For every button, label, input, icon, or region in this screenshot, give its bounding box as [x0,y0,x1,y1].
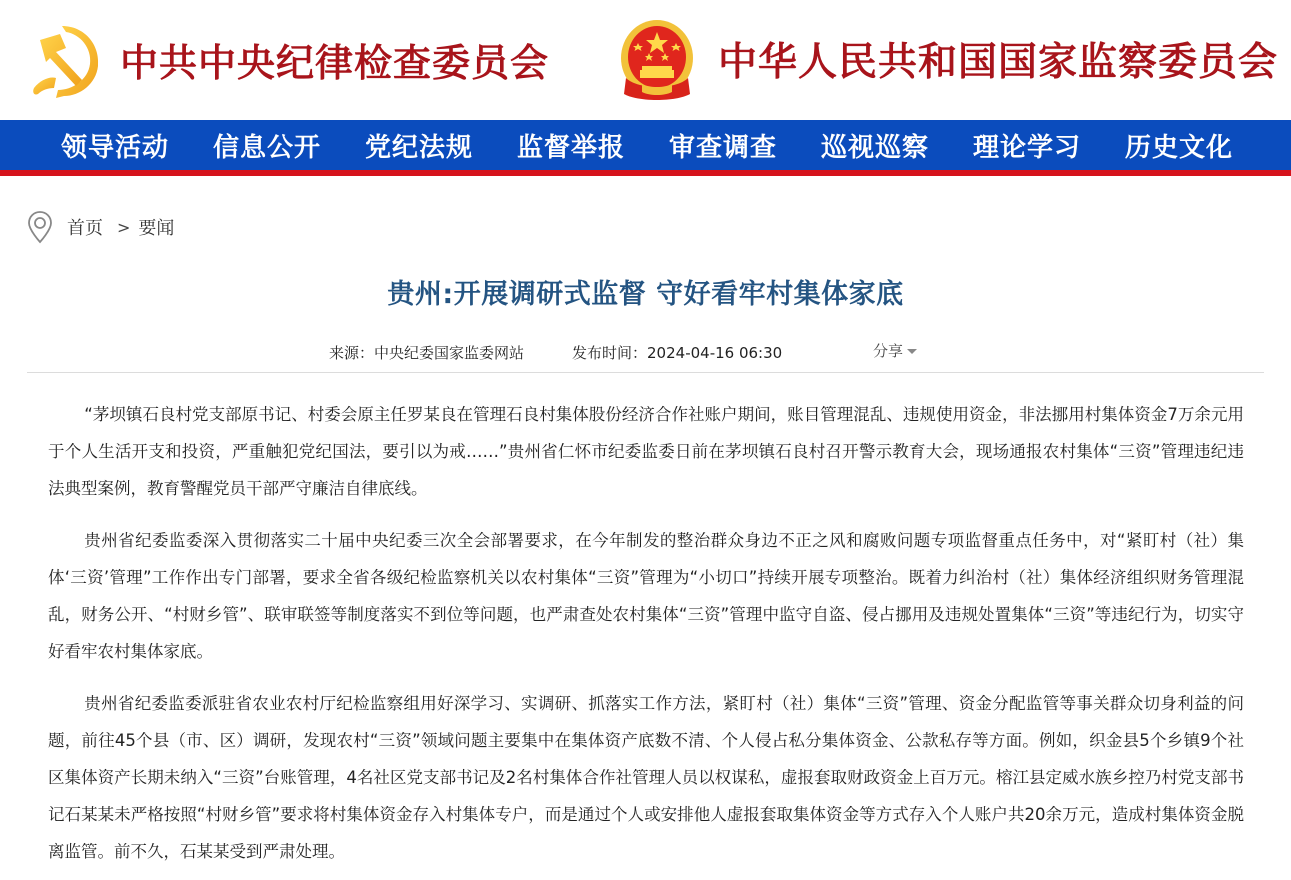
site-header [0,0,1291,120]
time-value: 2024-04-16 06:30 [647,344,783,362]
caret-down-icon [907,349,917,354]
article-body [48,396,1244,880]
breadcrumb [27,210,174,244]
party-emblem-icon [26,18,104,102]
nav-red-stripe [0,170,1291,176]
share-label: 分享 [873,342,904,360]
ccdi-name: 中共中央纪律检查委员会 [120,39,550,85]
nav-item-theory-study[interactable]: 理论学习 [973,132,1082,163]
nav-item-party-regulations[interactable]: 党纪法规 [365,132,474,163]
national-emblem-icon [618,18,696,102]
source-label: 来源： [329,344,375,362]
article-meta [0,340,1291,362]
article-source [329,342,524,363]
article-title: 贵州:开展调研式监督 守好看牢村集体家底 [387,279,904,310]
breadcrumb-separator: > [117,217,131,237]
meta-divider [27,372,1264,373]
nav-item-leadership[interactable]: 领导活动 [61,132,170,163]
article-paragraph: 贵州省纪委监委深入贯彻落实二十届中央纪委三次全会部署要求，在今年制发的整治群众身边不正之风和腐败问题专项监督重点任务中，对“紧盯村（社）集体‘三资’管理”工作作出专门部署，要求全省各级纪检监察机关以农村集体“三资”管理为“小切口”持续开展专项整治。既着力纠治村（社）集体经济组织财务管理混乱，财务公开、“村财乡管”、联审联签等制度落实不到位等问题，也严肃查处农村集体“三资”管理中监守自盗、侵占挪用及违规处置集体“三资”等违纪行为，切实守好看牢农村集体家底。 [48,531,1244,661]
article-paragraph: “茅坝镇石良村党支部原书记、村委会原主任罗某良在管理石良村集体股份经济合作社账户期间，账目管理混乱、违规使用资金，非法挪用村集体资金7万余元用于个人生活开支和投资，严重触犯党纪国法，要引以为戒……”贵州省仁怀市纪委监委日前在茅坝镇石良村召开警示教育大会，现场通报农村集体“三资”管理违纪违法典型案例，教育警醒党员干部严守廉洁自律底线。 [48,405,1244,498]
share-button[interactable] [873,340,917,361]
time-label: 发布时间： [572,344,648,362]
nav-item-inspection[interactable]: 巡视巡察 [821,132,930,163]
nav-item-supervision-report[interactable]: 监督举报 [517,132,626,163]
nav-item-history-culture[interactable]: 历史文化 [1125,132,1234,163]
nav-item-info-disclosure[interactable]: 信息公开 [213,132,322,163]
article-paragraph: 贵州省纪委监委派驻省农业农村厅纪检监察组用好深学习、实调研、抓落实工作方法，紧盯村（社）集体“三资”管理、资金分配监管等事关群众切身利益的问题，前往45个县（市、区）调研，发现农村“三资”领域问题主要集中在集体资产底数不清、个人侵占私分集体资金、公款私存等方面。例如，织金县5个乡镇9个社区集体资产长期未纳入“三资”台账管理，4名社区党支部书记及2名村集体合作社管理人员以权谋私，虚报套取财政资金上百万元。榕江县定威水族乡控乃村党支部书记石某某未严格按照“村财乡管”要求将村集体资金存入村集体专户，而是通过个人或安排他人虚报套取集体资金等方式存入个人账户共20余万元，造成村集体资金脱离监管。前不久，石某某受到严肃处理。 [48,694,1244,861]
location-pin-icon [27,210,53,244]
nsc-name: 中华人民共和国国家监察委员会 [718,39,1279,85]
source-value: 中央纪委国家监委网站 [374,344,525,362]
article-publish-time [572,342,782,363]
breadcrumb-home[interactable]: 首页 [67,218,103,239]
nsc-brand[interactable] [618,0,1278,120]
nav-list [61,120,1277,170]
nav-item-investigation[interactable]: 审查调查 [669,132,778,163]
ccdi-brand[interactable] [26,0,549,120]
main-nav [0,120,1291,170]
breadcrumb-current[interactable]: 要闻 [138,218,175,239]
